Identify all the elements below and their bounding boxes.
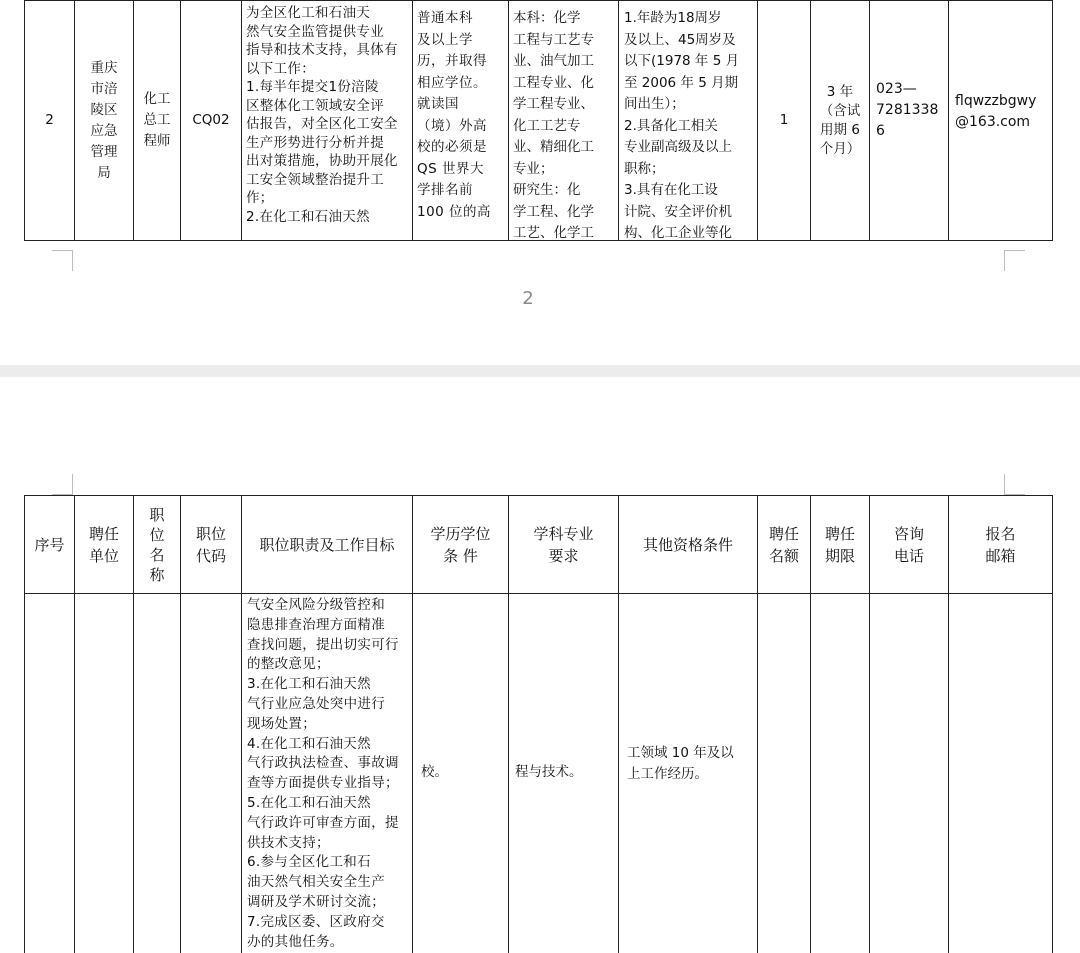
document-page-2 <box>0 377 1080 953</box>
table-border <box>1052 0 1053 241</box>
crop-mark <box>1004 250 1025 271</box>
header-quota: 聘任 名额 <box>768 524 799 565</box>
table-border <box>508 0 509 241</box>
row1-education: 普通本科 及以上学 历，并取得 相应学位。 就读国 （境）外高 校的必须是 QS 世界大 学排名前 100 位的高 <box>417 10 492 220</box>
row1-seq: 2 <box>45 112 54 129</box>
table-border <box>948 0 949 241</box>
row1-post-name: 化工 总工 程师 <box>143 91 171 149</box>
page-number: 2 <box>522 288 534 309</box>
row1-term: 3 年 （含试 用期 6 个月） <box>819 83 861 157</box>
table-border <box>241 0 242 241</box>
document-page-1 <box>0 0 1080 365</box>
header-email: 报名 邮箱 <box>985 524 1016 565</box>
row1-other: 1.年龄为18周岁 及以上、45周岁及 以下(1978 年 5 月 至 2006 年 5 月期 间出生）； 2.具备化工相关 专业副高级及以上 职称； 3.具有在化工设 计院、安全评价机 构、化工企业等化 <box>624 10 740 240</box>
header-term: 聘任 期限 <box>824 524 855 565</box>
header-post-name: 职 位 名 称 <box>149 505 165 584</box>
page-separator <box>0 365 1080 377</box>
header-unit: 聘任 单位 <box>88 524 119 565</box>
header-post-code: 职位 代码 <box>195 524 226 565</box>
row2-major: 程与技术。 <box>515 764 583 780</box>
row1-duties: 为全区化工和石油天 然气安全监管提供专业 指导和技术支持，具体有 以下工作： 1.每半年提交1份涪陵 区整体化工领域安全评 估报告，对全区化工安全 生产形势进行分析并提 出对策措施，协助开展化 工安全领域整治提升工 作； 2.在化工和石油天然 <box>246 5 398 225</box>
table-border <box>1052 495 1053 953</box>
row1-unit: 重庆 市涪 陵区 应急 管理 局 <box>90 59 118 181</box>
crop-mark <box>1004 474 1025 495</box>
header-seq: 序号 <box>34 535 65 554</box>
row1-phone: 023— 7281338 6 <box>876 81 939 139</box>
row1-post-code: CQ02 <box>192 112 230 129</box>
table-border <box>24 593 1053 594</box>
table-border <box>618 0 619 241</box>
header-phone: 咨询 电话 <box>893 524 924 565</box>
row1-major: 本科：化学 工程与工艺专 业、油气加工 工程专业、化 学工程专业、 化工工艺专 业、精细化工 专业； 研究生：化 学工程、化学 工艺、化学工 <box>513 10 594 240</box>
header-major: 学科专业 要求 <box>533 524 594 565</box>
header-education: 学历学位 条 件 <box>430 524 491 565</box>
row2-duties: 气安全风险分级管控和 隐患排查治理方面精准 查找问题，提出切实可行 的整改意见； 3.在化工和石油天然 气行业应急处突中进行 现场处置； 4.在化工和石油天然 气行政执法检查、事故调 查等方面提供专业指导； 5.在化工和石油天然 气行政许可审查方面，提 供技术支持； 6.参与全区化工和石 油天然气相关安全生产 调研及学术研讨交流； 7.完成区委、区政府交 办的其他任务。 <box>247 597 399 950</box>
table-border <box>24 240 1053 241</box>
row1-quota: 1 <box>779 112 789 129</box>
header-duties: 职位职责及工作目标 <box>259 535 395 554</box>
row1-email: flqwzzbgwy @163.com <box>955 93 1037 130</box>
table-border <box>412 0 413 241</box>
row2-education: 校。 <box>421 764 448 780</box>
crop-mark <box>52 474 73 495</box>
crop-mark <box>52 250 73 271</box>
row2-other: 工领域 10 年及以 上工作经历。 <box>627 745 734 782</box>
header-other: 其他资格条件 <box>642 535 733 554</box>
table-border <box>869 0 870 241</box>
